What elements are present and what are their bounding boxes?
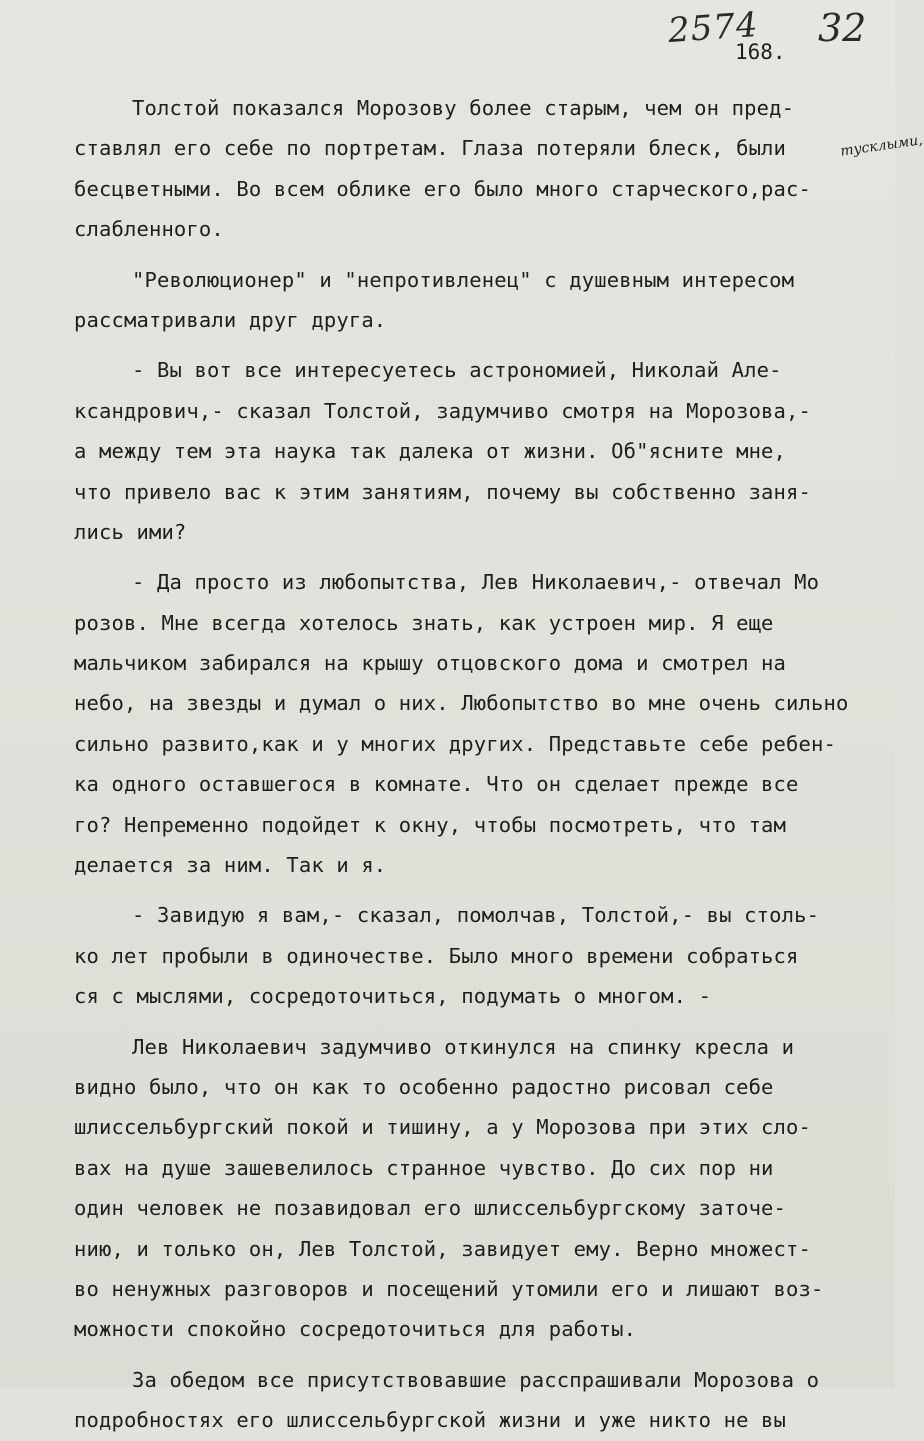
text-line: во ненужных разговоров и посещений утомили его и лишают воз-: [74, 1276, 824, 1301]
text-line: слабленного.: [74, 217, 224, 242]
text-line: а между тем эта наука так далека от жизни. Об"ясните мне,: [74, 439, 787, 464]
text-line: видно было, что он как то особенно радостно рисовал себе: [74, 1074, 774, 1099]
text-line: - Да просто из любопытства, Лев Николаевич,- отвечал Мо: [132, 570, 820, 595]
text-line: розов. Мне всегда хотелось знать, как устроен мир. Я еще: [74, 610, 774, 635]
text-line: ксандрович,- сказал Толстой, задумчиво смотря на Морозова,-: [74, 398, 812, 423]
text-line: го? Непременно подойдет к окну, чтобы посмотреть, что там: [74, 812, 787, 837]
text-line: небо, на звезды и думал о них. Любопытство во мне очень сильно: [74, 691, 849, 716]
text-line: - Вы вот все интересуетесь астрономией, Николай Але-: [132, 358, 782, 383]
text-line: мальчиком забирался на крышу отцовского дома и смотрел на: [74, 651, 787, 676]
text-line: Толстой показался Морозову более старым, чем он пред-: [132, 96, 795, 120]
text-line: бесцветными. Во всем облике его было много старческого,рас-: [74, 176, 812, 201]
text-line: Лев Николаевич задумчиво откинулся на спинку кресла и: [132, 1034, 795, 1059]
text-line: ка одного оставшегося в комнате. Что он сделает прежде все: [74, 772, 799, 797]
text-line: шлиссельбургский покой и тишину, а у Морозова при этих сло-: [74, 1115, 812, 1140]
body-text: [74, 88, 849, 1441]
margin-note: тусклыми,: [839, 132, 924, 160]
text-line: вах на душе зашевелилось странное чувство. До сих пор ни: [74, 1155, 774, 1180]
text-line: нию, и только он, Лев Толстой, завидует ему. Верно множест-: [74, 1236, 812, 1261]
text-line: "Революционер" и "непротивленец" с душевным интересом: [132, 267, 795, 292]
text-line: ставлял его себе по портретам. Глаза потеряли блеск, были: [74, 136, 787, 161]
text-line: лись ими?: [74, 519, 187, 544]
text-line: сильно развито,как и у многих других. Представьте себе ребен-: [74, 731, 837, 756]
text-line: За обедом все присутствовавшие расспрашивали Морозова о: [132, 1367, 820, 1392]
text-line: делается за ним. Так и я.: [74, 853, 387, 878]
text-line: можности спокойно сосредоточиться для работы.: [74, 1317, 637, 1342]
text-line: один человек не позавидовал его шлиссельбургскому заточе-: [74, 1196, 787, 1221]
text-line: рассматривали друг друга.: [74, 307, 387, 332]
text-line: подробностях его шлиссельбургской жизни и уже никто не вы: [74, 1408, 787, 1433]
text-line: что привело вас к этим занятиям, почему вы собственно заня-: [74, 479, 812, 504]
page-number: 168.: [735, 40, 786, 64]
text-line: ко лет пробыли в одиночестве. Было много времени собраться: [74, 943, 799, 968]
text-line: ся с мыслями, сосредоточиться, подумать о многом. -: [74, 984, 712, 1009]
text-line: - Завидую я вам,- сказал, помолчав, Толстой,- вы столь-: [132, 903, 820, 928]
archive-number: 2574: [666, 4, 760, 52]
folio-number: 32: [818, 6, 867, 50]
